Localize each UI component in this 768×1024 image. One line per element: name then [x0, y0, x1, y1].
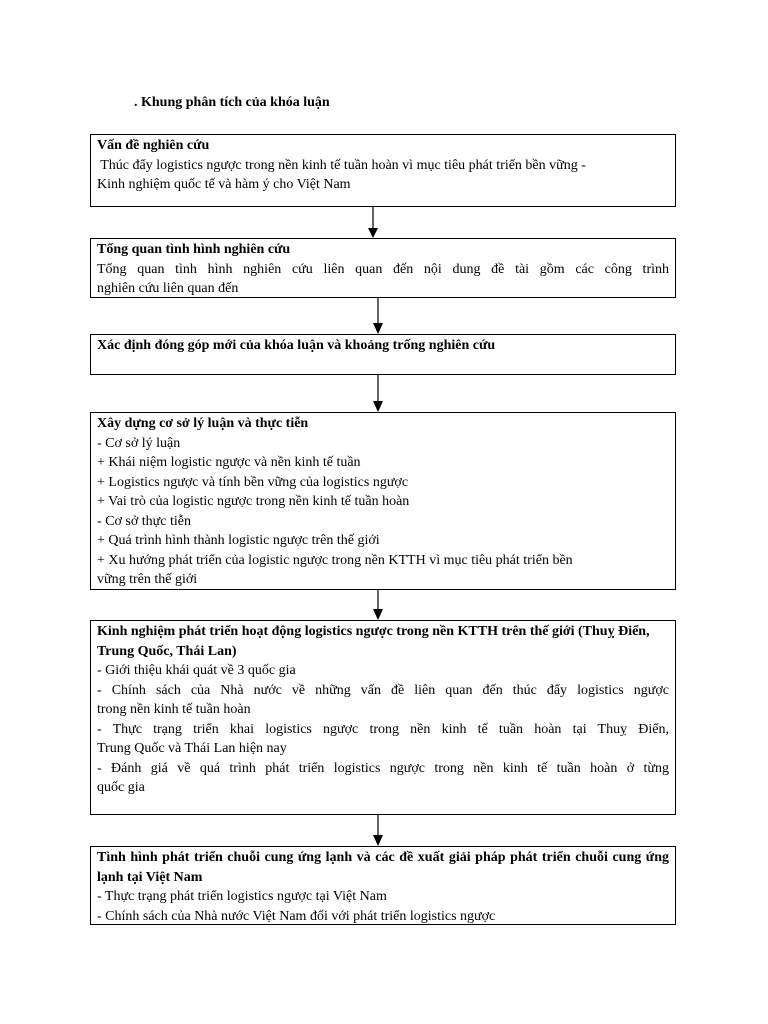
box-line: - Thực trạng triển khai logistics ngược trong nền kinh tế tuần hoàn tại Thuỵ Điển,: [97, 721, 669, 737]
box-line: + Logistics ngược và tính bền vững của logistics ngược: [97, 474, 409, 490]
box-title: Kinh nghiệm phát triển hoạt động logistics ngược trong nền KTTH trên thế giới (Thuỵ Điển, Trung Quốc, Thái Lan): [97, 624, 650, 659]
box-line: - Chính sách của Nhà nước Việt Nam đối với phát triển logistics ngược: [97, 908, 496, 924]
box-line: - Cơ sở lý luận: [97, 435, 181, 451]
box-line: Kinh nghiệm quốc tế và hàm ý cho Việt Nam: [97, 177, 351, 192]
box-contribution-gap: [90, 334, 676, 375]
flow-arrow-icon: [372, 590, 384, 620]
box-title: Xây dựng cơ sở lý luận và thực tiễn: [97, 416, 309, 431]
box-vietnam-situation: [90, 846, 676, 925]
box-line: + Khái niệm logistic ngược và nền kinh tế tuần: [97, 455, 361, 470]
box-line: Tổng quan tình hình nghiên cứu liên quan đến nội dung đề tài gồm các công trình: [97, 261, 669, 277]
box-literature-review: [90, 238, 676, 298]
box-line: vững trên thế giới: [97, 572, 198, 587]
box-line: + Xu hướng phát triển của logistic ngược trong nền KTTH vì mục tiêu phát triển bền: [97, 552, 573, 568]
flow-arrow-icon: [372, 375, 384, 412]
box-line: Trung Quốc và Thái Lan hiện nay: [97, 741, 287, 756]
box-line: - Chính sách của Nhà nước về những vấn đề liên quan đến thúc đẩy logistics ngược: [97, 682, 669, 698]
box-research-problem: [90, 134, 676, 207]
box-title: Tổng quan tình hình nghiên cứu: [97, 242, 291, 257]
box-line: - Thực trạng phát triển logistics ngược tại Việt Nam: [97, 889, 387, 904]
box-line: + Vai trò của logistic ngược trong nền kinh tế tuần hoàn: [97, 494, 410, 509]
flow-arrow-icon: [372, 815, 384, 846]
flow-arrow-icon: [367, 207, 379, 238]
box-line: quốc gia: [97, 780, 145, 795]
box-theory-practice: [90, 412, 676, 590]
box-title: Tình hình phát triển chuỗi cung ứng lạnh và các đề xuất giải pháp phát triển chuỗi cung ứng lạnh tại Việt Nam: [97, 850, 669, 885]
box-line: - Giới thiệu khái quát về 3 quốc gia: [97, 663, 296, 678]
box-line: - Cơ sở thực tiễn: [97, 513, 191, 529]
box-line: trong nền kinh tế tuần hoàn: [97, 702, 251, 717]
box-title: Vấn đề nghiên cứu: [97, 138, 210, 153]
box-line: nghiên cứu liên quan đến: [97, 281, 239, 296]
box-line: + Quá trình hình thành logistic ngược trên thế giới: [97, 533, 380, 548]
box-international-experience: [90, 620, 676, 815]
page-heading: . Khung phân tích của khóa luận: [134, 95, 330, 110]
box-title: Xác định đóng góp mới của khóa luận và khoảng trống nghiên cứu: [97, 338, 496, 353]
box-line: Thúc đẩy logistics ngược trong nền kinh tế tuần hoàn vì mục tiêu phát triển bền vững -: [97, 157, 586, 173]
box-line: - Đánh giá về quá trình phát triển logistics ngược trong nền kinh tế tuần hoàn ở từng: [97, 760, 669, 776]
flow-arrow-icon: [372, 298, 384, 334]
